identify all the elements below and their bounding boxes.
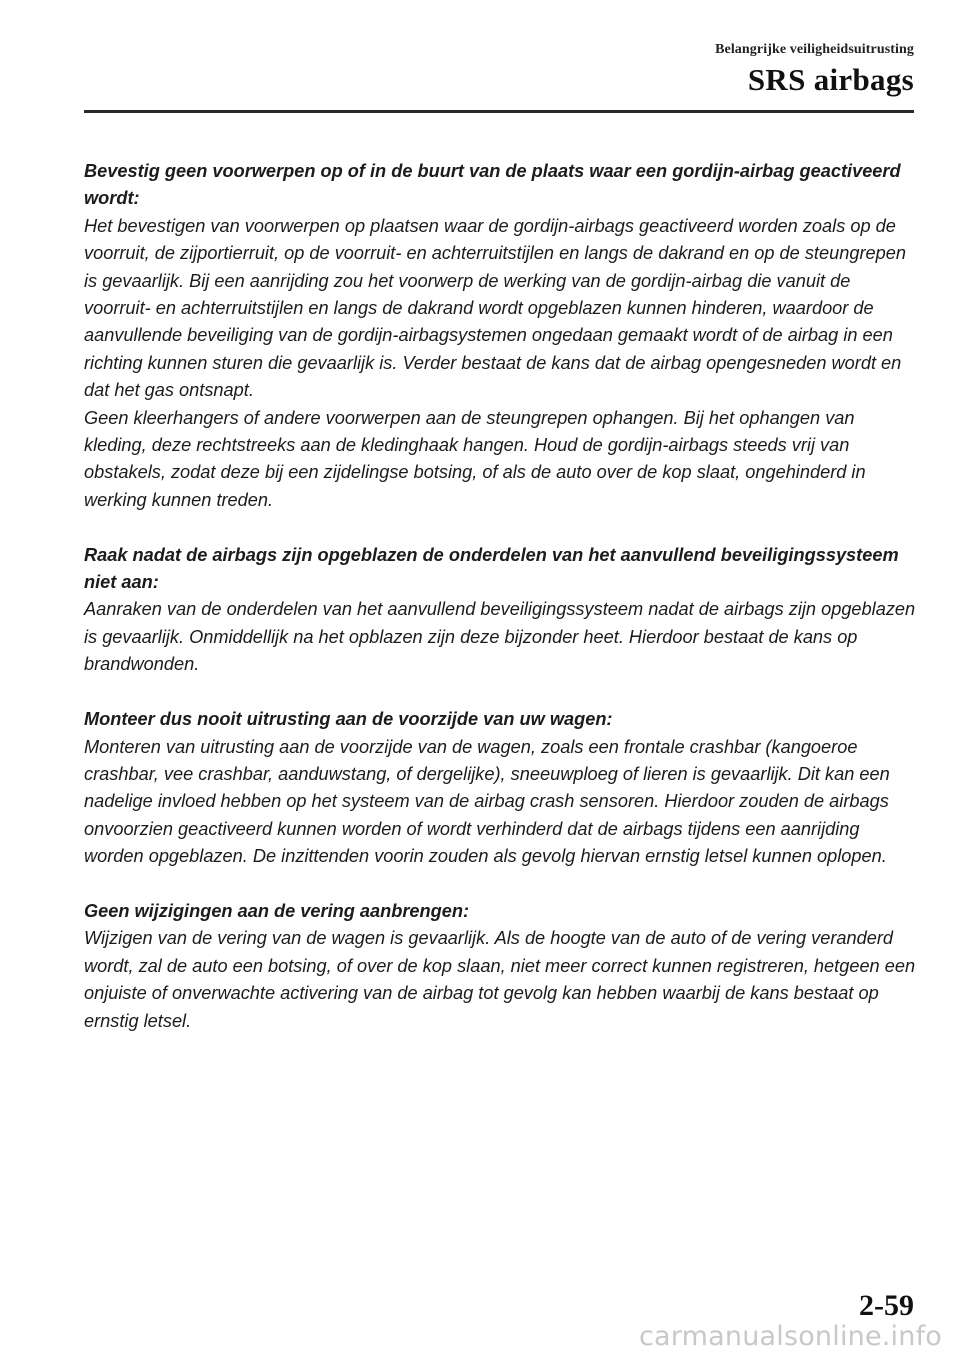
warning-block [84,706,916,870]
warning-paragraph: Aanraken van de onderdelen van het aanvullend beveiligingssysteem nadat de airbags zijn opgeblazen is gevaarlijk. Onmiddellijk na het opblazen zijn deze bijzonder heet. Hierdoor bestaat de kans op brandwonden. [84,599,916,675]
warning-heading: Geen wijzigingen aan de vering aanbrengen: [84,900,470,921]
warning-paragraph: Het bevestigen van voorwerpen op plaatsen waar de gordijn-airbags geactiveerd worden zoals op de voorruit, de zijportierruit, op de voorruit- en achterruitstijlen en langs de dakrand en op de steungrepen is gevaarlijk. Bij een aanrijding zou het voorwerp de werking van de gordijn-airbag die vanuit de voorruit- en achterruitstijlen en langs de dakrand wordt opgeblazen kunnen hinderen, waardoor de aanvullende beveiliging van de gordijn-airbagsystemen ongedaan gemaakt wordt of de airbag in een richting kunnen sturen die gevaarlijk is. Verder bestaat de kans dat de airbag opengesneden wordt en dat het gas ontsnapt. [84,215,906,401]
warning-heading: Raak nadat de airbags zijn opgeblazen de onderdelen van het aanvullend beveiligingssysteem niet aan: [84,544,899,593]
warning-block [84,898,916,1035]
warning-paragraph: Geen kleerhangers of andere voorwerpen aan de steungrepen ophangen. Bij het ophangen van kleding, deze rechtstreeks aan de kledinghaak hangen. Houd de gordijn-airbags steeds vrij van obstakels, zodat deze bij een zijdelingse botsing, of als de auto over de kop slaat, ongehinderd in werking kunnen treden. [84,407,866,510]
section-label: Belangrijke veiligheidsuitrusting [715,42,914,57]
header-divider [84,110,914,113]
page-header [715,42,914,98]
warning-paragraph: Monteren van uitrusting aan de voorzijde van de wagen, zoals een frontale crashbar (kangoeroe crashbar, vee crashbar, aanduwstang, of dergelijke), sneeuwploeg of lieren is gevaarlijk. Dit kan een nadelige invloed hebben op het systeem van de airbag crash sensoren. Hierdoor zouden de airbags onvoorzien geactiveerd kunnen worden of wordt verhinderd dat de airbags tijdens een aanrijding worden opgeblazen. De inzittenden voorin zouden als gevolg hiervan ernstig letsel kunnen oplopen. [84,736,890,867]
warning-block [84,158,916,514]
page-number: 2-59 [859,1289,914,1322]
warning-block [84,542,916,679]
watermark: carmanualsonline.info [639,1321,942,1352]
warning-heading: Bevestig geen voorwerpen op of in de buurt van de plaats waar een gordijn-airbag geactiveerd wordt: [84,161,901,209]
chapter-title: SRS airbags [747,62,914,97]
warning-heading: Monteer dus nooit uitrusting aan de voorzijde van uw wagen: [84,709,613,730]
warning-content [84,158,916,1035]
warning-paragraph: Wijzigen van de vering van de wagen is gevaarlijk. Als de hoogte van de auto of de vering veranderd wordt, zal de auto een botsing, of over de kop slaan, niet meer correct kunnen registreren, hetgeen een onjuiste of onverwachte activering van de airbag tot gevolg kan hebben waarbij de kans bestaat op ernstig letsel. [84,928,916,1031]
